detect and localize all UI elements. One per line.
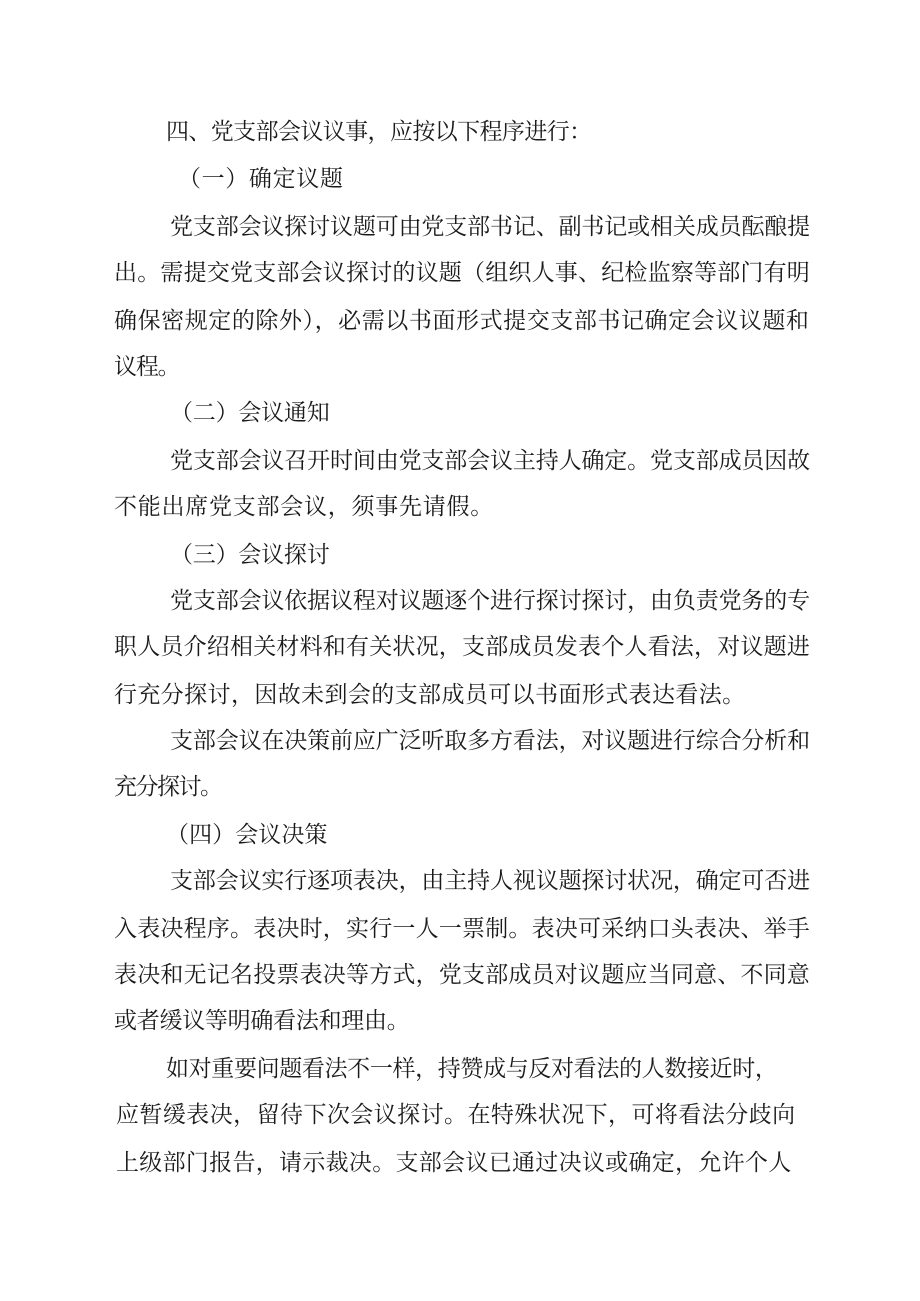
paragraph-line: 确保密规定的除外），必需以书面形式提交支部书记确定会议议题和: [114, 308, 810, 334]
paragraph-line: 党支部会议探讨议题可由党支部书记、副书记或相关成员酝酿提: [170, 214, 811, 240]
paragraph-line: 入表决程序。表决时，实行一人一票制。表决可采纳口头表决、举手: [114, 916, 810, 942]
paragraph-line: 行充分探讨，因故未到会的支部成员可以书面形式表达看法。: [114, 682, 746, 708]
subheading-meeting-discussion: （三）会议探讨: [170, 542, 330, 568]
paragraph-line: 职人员介绍相关材料和有关状况，支部成员发表个人看法，对议题进: [114, 634, 810, 660]
paragraph-line: 表决和无记名投票表决等方式，党支部成员对议题应当同意、不同意: [114, 962, 810, 988]
paragraph-line: 党支部会议召开时间由党支部会议主持人确定。党支部成员因故: [170, 448, 811, 474]
paragraph-line: 党支部会议依据议程对议题逐个进行探讨探讨，由负责党务的专: [170, 588, 811, 614]
paragraph-line: 应暂缓表决，留待下次会议探讨。在特殊状况下，可将看法分歧向: [116, 1102, 796, 1128]
paragraph-line: 支部会议实行逐项表决，由主持人视议题探讨状况，确定可否进: [170, 868, 811, 894]
paragraph-line: 充分探讨。: [114, 774, 222, 800]
paragraph-line: 如对重要问题看法不一样，持赞成与反对看法的人数接近时，: [166, 1056, 778, 1082]
paragraph-line: 上级部门报告，请示裁决。支部会议已通过决议或确定，允许个人: [116, 1150, 792, 1176]
subheading-meeting-notice: （二）会议通知: [170, 400, 330, 426]
section-heading: 四、党支部会议议事，应按以下程序进行：: [166, 119, 592, 145]
paragraph-line: 出。需提交党支部会议探讨的议题（组织人事、纪检监察等部门有明: [114, 260, 810, 286]
subheading-determine-topics: （一）确定议题: [178, 166, 344, 192]
paragraph-line: 或者缓议等明确看法和理由。: [114, 1008, 410, 1034]
subheading-meeting-decision: （四）会议决策: [166, 822, 328, 848]
paragraph-line: 议程。: [114, 354, 180, 380]
paragraph-line: 不能出席党支部会议，须事先请假。: [114, 494, 494, 520]
paragraph-line: 支部会议在决策前应广泛听取多方看法，对议题进行综合分析和: [170, 728, 811, 754]
